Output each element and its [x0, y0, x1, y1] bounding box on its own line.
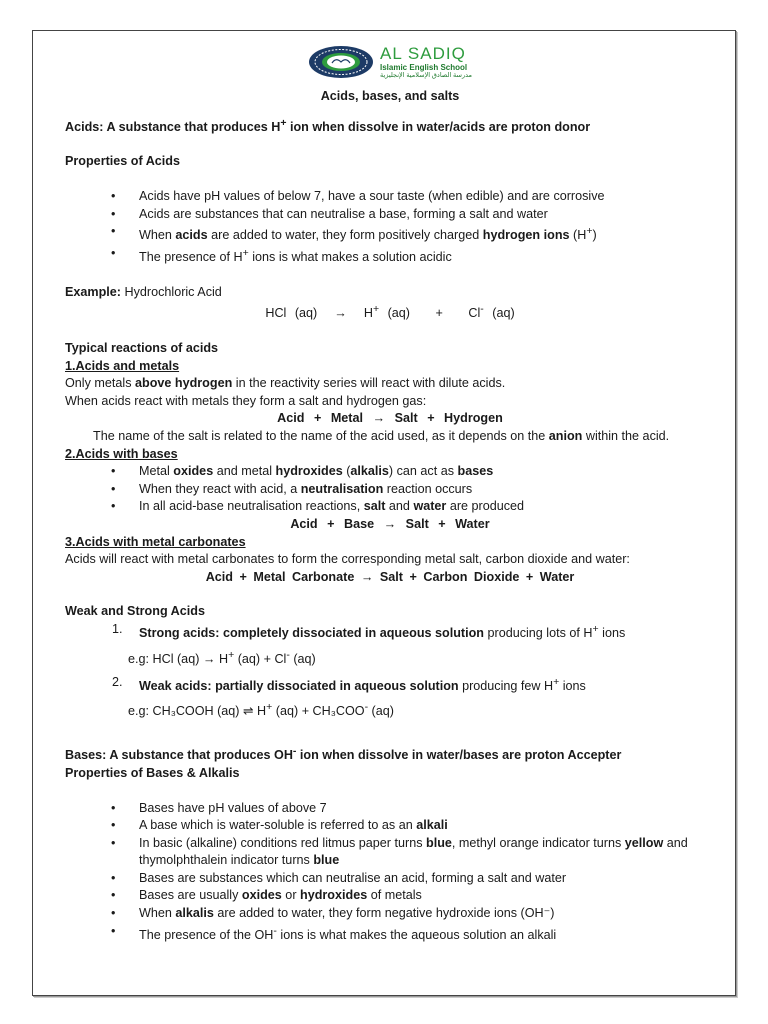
- school-logo: [65, 44, 715, 80]
- list-item: • Bases are usually oxides or hydroxides of metals: [65, 887, 715, 905]
- base-properties-list: [65, 800, 715, 945]
- list-item: • Acids are substances that can neutralise a base, forming a salt and water: [65, 206, 715, 224]
- acids-metals-line-3: The name of the salt is related to the name of the acid used, as it depends on the anion within the acid.: [93, 429, 670, 444]
- acids-bases-list: [65, 463, 715, 516]
- weak-acid-example: e.g: CH₃COOH (aq) ⇌ H+ (aq) + CH₃COO- (aq): [128, 701, 394, 719]
- school-seal-icon: [308, 45, 374, 79]
- list-item: • In all acid-base neutralisation reactions, salt and water are produced: [65, 498, 715, 516]
- list-item: • When they react with acid, a neutralisation reaction occurs: [65, 481, 715, 499]
- acid-carbonate-equation: Acid + Metal Carbonate → Salt + Carbon Dioxide + Water: [205, 569, 575, 584]
- list-item: • Metal oxides and metal hydroxides (alkalis) can act as bases: [65, 463, 715, 481]
- list-item: • When acids are added to water, they form positively charged hydrogen ions (H+): [65, 223, 715, 245]
- list-item: • In basic (alkaline) conditions red litmus paper turns blue, methyl orange indicator turns yellow and thymolphthalein indicator turns blue: [65, 835, 715, 870]
- acids-carbonates-heading: 3.Acids with metal carbonates: [65, 534, 246, 549]
- weak-strong-heading: Weak and Strong Acids: [65, 604, 205, 619]
- list-item: 2. Weak acids: partially dissociated in aqueous solution producing few H+ ions: [112, 674, 586, 693]
- acid-definition: Acids: A substance that produces H+ ion when dissolve in water/acids are proton donor: [65, 116, 591, 134]
- properties-acids-heading: Properties of Acids: [65, 154, 181, 169]
- acids-metals-line-1: Only metals above hydrogen in the reactivity series will react with dilute acids.: [65, 376, 506, 391]
- acid-base-equation: Acid + Base → Salt + Water: [290, 517, 490, 532]
- list-item: • Acids have pH values of below 7, have a sour taste (when edible) and are corrosive: [65, 188, 715, 206]
- list-item: • Bases have pH values of above 7: [65, 800, 715, 818]
- page-title: Acids, bases, and salts: [320, 89, 460, 103]
- typical-reactions-heading: Typical reactions of acids: [65, 341, 219, 356]
- list-item: • The presence of the OH- ions is what makes the aqueous solution an alkali: [65, 923, 715, 945]
- acid-metal-equation: Acid + Metal → Salt + Hydrogen: [277, 411, 503, 426]
- list-item: • Bases are substances which can neutralise an acid, forming a salt and water: [65, 870, 715, 888]
- weak-strong-list: [65, 621, 715, 643]
- weak-strong-list-2: [65, 674, 715, 696]
- hcl-ionisation-equation: HCl (aq) → H+ (aq) + Cl- (aq): [265, 303, 515, 321]
- base-definition: Bases: A substance that produces OH- ion when dissolve in water/bases are proton Accepter: [65, 745, 622, 763]
- list-item: • The presence of H+ ions is what makes a solution acidic: [65, 245, 715, 267]
- school-name: AL SADIQ: [380, 43, 466, 63]
- document-body: [65, 44, 715, 944]
- acids-carbonates-line: Acids will react with metal carbonates to form the corresponding metal salt, carbon dioxide and water:: [65, 552, 630, 567]
- acids-metals-heading: 1.Acids and metals: [65, 358, 180, 373]
- acid-properties-list: [65, 188, 715, 267]
- properties-bases-heading: Properties of Bases & Alkalis: [65, 765, 240, 780]
- list-item: • When alkalis are added to water, they form negative hydroxide ions (OH⁻): [65, 905, 715, 923]
- list-item: • A base which is water-soluble is referred to as an alkali: [65, 817, 715, 835]
- school-arabic-name: مدرسة الصادق الإسلامية الإنجليزية: [380, 71, 472, 79]
- strong-acid-example: e.g: HCl (aq) → H+ (aq) + Cl- (aq): [128, 648, 316, 666]
- list-item: 1. Strong acids: completely dissociated in aqueous solution producing lots of H+ ions: [112, 622, 626, 641]
- acids-metals-line-2: When acids react with metals they form a salt and hydrogen gas:: [65, 393, 427, 408]
- school-subtitle: Islamic English School: [380, 62, 468, 72]
- example-line: Example: Hydrochloric Acid: [65, 284, 222, 299]
- acids-bases-heading: 2.Acids with bases: [65, 446, 178, 461]
